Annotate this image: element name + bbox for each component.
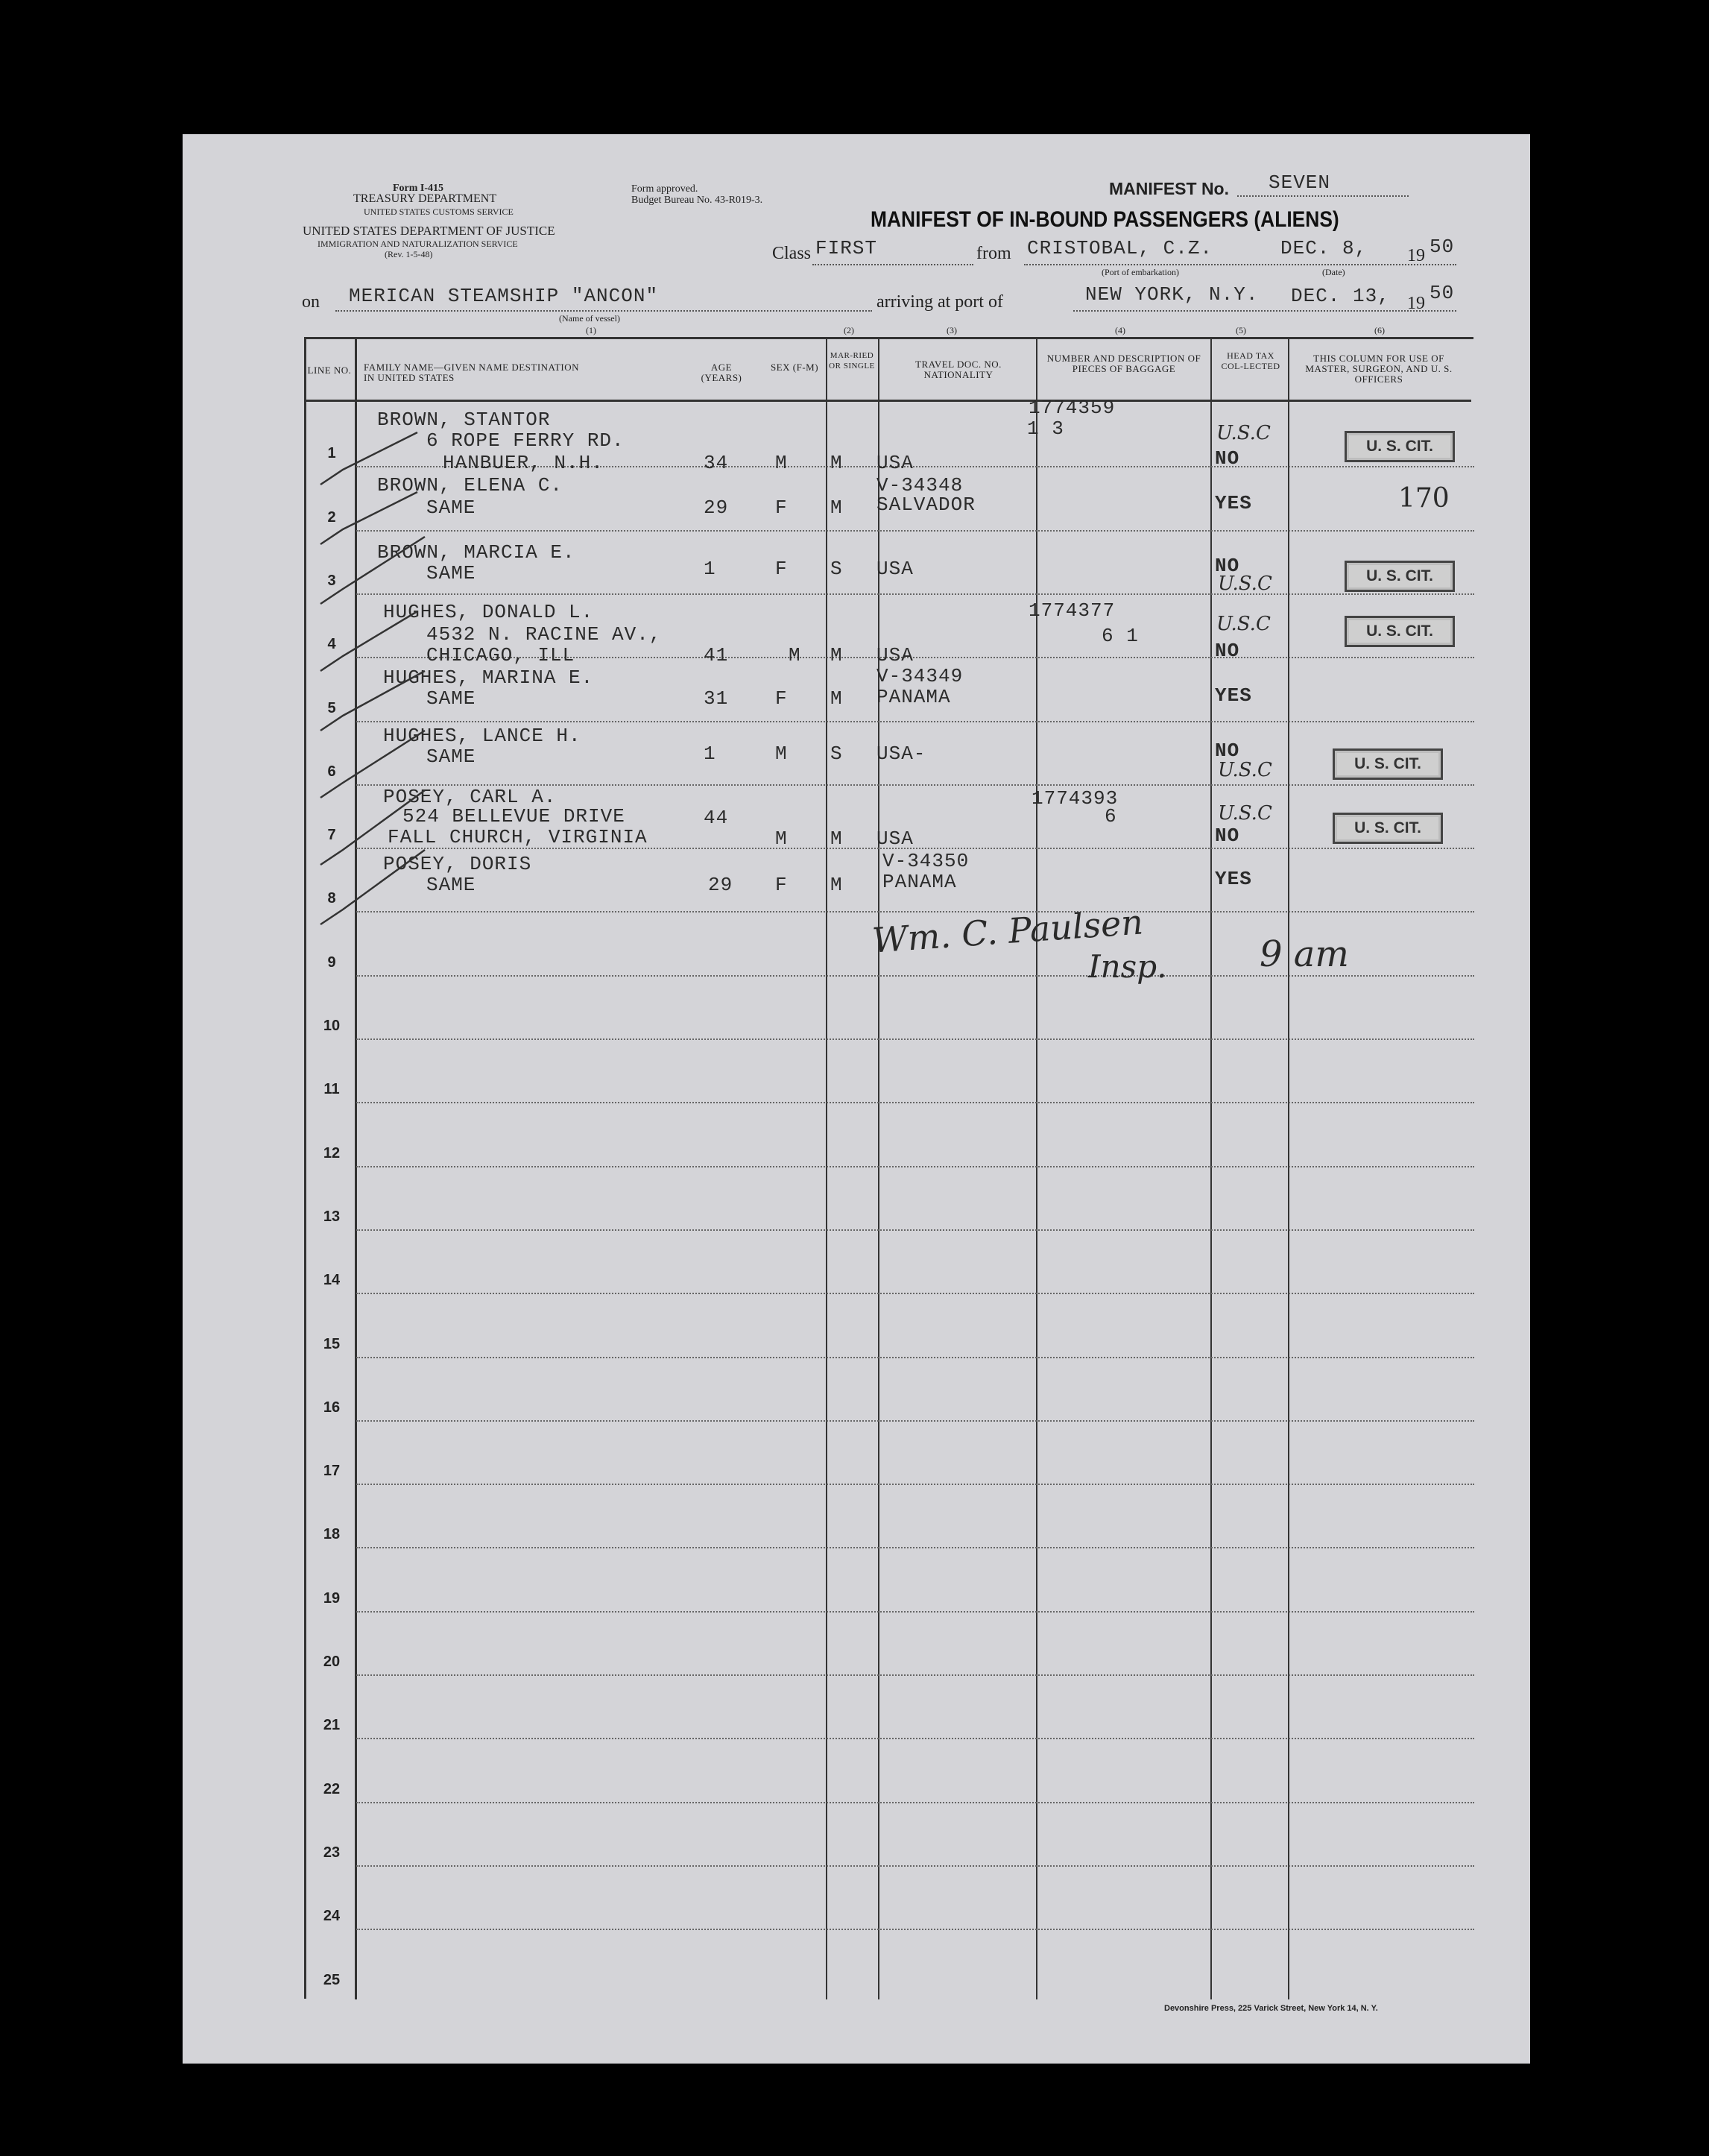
column-divider — [826, 337, 827, 1999]
line-number: 9 — [327, 954, 336, 971]
check-marks — [313, 417, 552, 939]
column-number-5: (5) — [1236, 325, 1246, 335]
passenger-address: SAME — [426, 746, 476, 768]
manifest-no-underline — [1237, 195, 1409, 197]
date-caption: (Date) — [1322, 267, 1345, 277]
year-prefix: 19 — [1407, 246, 1425, 265]
budget-bureau: Budget Bureau No. 43-R019-3. — [631, 195, 763, 206]
col-header-name: FAMILY NAME—GIVEN NAME DESTINATION IN UNITED STATES — [364, 362, 580, 383]
year-prefix-2: 19 — [1407, 294, 1425, 313]
line-number: 1 — [327, 445, 336, 461]
check-mark — [320, 671, 425, 731]
check-mark — [320, 850, 425, 924]
baggage-description: 6 1 — [1102, 625, 1139, 647]
head-tax-note: U.S.C — [1216, 613, 1271, 635]
passenger-sex: F — [775, 687, 788, 710]
col-header-age: AGE (YEARS) — [701, 362, 742, 383]
passenger-sex: M — [775, 452, 788, 474]
page-title: MANIFEST OF IN-BOUND PASSENGERS (ALIENS) — [871, 207, 1339, 232]
customs-service: UNITED STATES CUSTOMS SERVICE — [364, 207, 514, 217]
line-number: 19 — [323, 1590, 341, 1607]
form-number: Form I-415 — [393, 183, 444, 194]
arriving-underline — [1073, 310, 1456, 312]
passenger-address: 6 ROPE FERRY RD. — [426, 429, 625, 452]
column-divider — [1288, 337, 1289, 1999]
passenger-marital: S — [830, 743, 843, 765]
inspector-title: Insp. — [1088, 948, 1167, 985]
vessel-caption: (Name of vessel) — [559, 313, 620, 324]
passenger-sex: F — [775, 497, 788, 519]
treasury-department: TREASURY DEPARTMENT — [353, 192, 497, 205]
row-rule — [356, 1738, 1474, 1739]
baggage-number: 1774377 — [1029, 599, 1116, 622]
line-number: 7 — [327, 827, 336, 843]
line-number: 3 — [327, 573, 336, 589]
passenger-address: SAME — [426, 562, 476, 584]
line-number: 24 — [323, 1908, 341, 1924]
row-rule — [356, 1102, 1474, 1103]
line-number: 25 — [323, 1972, 341, 1988]
passenger-sex: M — [775, 743, 788, 765]
table-top-rule — [304, 337, 1471, 339]
row-rule — [356, 1547, 1474, 1548]
passenger-age: 44 — [704, 807, 729, 829]
col-header-baggage: NUMBER AND DESCRIPTION OF PIECES OF BAGGAGE — [1046, 353, 1201, 374]
passenger-address: SAME — [426, 687, 476, 710]
head-tax: YES — [1215, 684, 1252, 707]
table-header-rule — [304, 400, 1471, 402]
col-header-officers: THIS COLUMN FOR USE OF MASTER, SURGEON, AND U. S. OFFICERS — [1305, 353, 1453, 385]
line-number: 10 — [323, 1018, 341, 1034]
on-label: on — [302, 292, 320, 312]
from-underline — [1024, 264, 1456, 265]
printer-footer: Devonshire Press, 225 Varick Street, New York 14, N. Y. — [1164, 2004, 1378, 2013]
head-tax-note: U.S.C — [1218, 802, 1272, 825]
row-rule — [356, 1293, 1474, 1294]
check-mark — [320, 611, 417, 671]
class-label: Class — [772, 244, 812, 263]
vessel-name: MERICAN STEAMSHIP "ANCON" — [349, 285, 659, 307]
passenger-age: 29 — [708, 874, 733, 896]
passenger-nationality: USA — [876, 452, 914, 474]
head-tax: YES — [1215, 492, 1252, 514]
travel-doc-number: V-34350 — [882, 850, 970, 872]
column-divider — [1210, 337, 1212, 1999]
baggage-number: 1774393 — [1032, 787, 1119, 810]
row-rule — [356, 1229, 1474, 1231]
passenger-address: 524 BELLEVUE DRIVE — [402, 805, 625, 828]
passenger-nationality: SALVADOR — [876, 494, 976, 516]
from-label: from — [976, 244, 1011, 263]
passenger-age: 31 — [704, 687, 729, 710]
column-number-4: (4) — [1115, 325, 1125, 335]
line-number: 6 — [327, 763, 336, 780]
row-rule — [356, 1484, 1474, 1485]
passenger-age: 29 — [704, 497, 729, 519]
passenger-nationality: PANAMA — [882, 871, 957, 893]
passenger-name: BROWN, MARCIA E. — [377, 541, 575, 564]
passenger-marital: M — [830, 828, 843, 850]
ins-service: IMMIGRATION AND NATURALIZATION SERVICE — [318, 239, 518, 249]
passenger-nationality: PANAMA — [876, 686, 951, 708]
passenger-name: HUGHES, DONALD L. — [383, 601, 594, 623]
line-number: 15 — [323, 1336, 341, 1352]
baggage-description: 1 3 — [1027, 417, 1064, 440]
us-citizen-stamp: U. S. CIT. — [1333, 813, 1443, 844]
column-divider — [878, 337, 879, 1999]
passenger-nationality: USA- — [876, 743, 926, 765]
passenger-address: 4532 N. RACINE AV., — [426, 623, 662, 646]
line-number: 11 — [323, 1081, 340, 1097]
passenger-nationality: USA — [876, 558, 914, 580]
head-tax-note: U.S.C — [1218, 759, 1272, 781]
passenger-sex: F — [775, 874, 788, 896]
head-tax: NO — [1215, 640, 1240, 662]
line-number: 17 — [323, 1463, 341, 1479]
officer-note: 170 — [1398, 483, 1450, 514]
row-rule — [356, 1357, 1474, 1358]
line-number: 8 — [327, 890, 336, 907]
class-value: FIRST — [815, 237, 878, 259]
passenger-address: SAME — [426, 874, 476, 896]
inspector-signature: Wm. C. Paulsen — [871, 901, 1145, 961]
line-number: 21 — [323, 1717, 341, 1733]
line-number: 5 — [327, 700, 336, 716]
arriving-label: arriving at port of — [876, 292, 1003, 312]
passenger-name: POSEY, CARL A. — [383, 786, 557, 808]
passenger-age: 1 — [704, 743, 716, 765]
row-rule — [356, 1674, 1474, 1676]
passenger-name: BROWN, STANTOR — [377, 409, 551, 431]
col-header-sex: SEX (F-M) — [770, 362, 819, 373]
passenger-marital: M — [830, 687, 843, 710]
column-divider — [1036, 337, 1037, 1999]
baggage-number: 1774359 — [1029, 397, 1116, 419]
column-number-6: (6) — [1374, 325, 1385, 335]
justice-department: UNITED STATES DEPARTMENT OF JUSTICE — [303, 224, 555, 238]
check-mark — [320, 537, 425, 604]
column-number-2: (2) — [844, 325, 854, 335]
col-header-line: LINE NO. — [307, 365, 352, 376]
col-header-head-tax: HEAD TAX COL-LECTED — [1221, 350, 1280, 371]
line-number: 14 — [323, 1272, 341, 1288]
row-rule — [356, 1420, 1474, 1422]
row-rule — [356, 1929, 1474, 1930]
passenger-nationality: USA — [876, 644, 914, 666]
check-mark — [320, 731, 425, 798]
passenger-age: 1 — [704, 558, 716, 580]
head-tax: NO — [1215, 825, 1240, 847]
head-tax-note: U.S.C — [1218, 573, 1272, 595]
col-header-married: MAR-RIED OR SINGLE — [829, 351, 875, 371]
row-rule — [356, 1802, 1474, 1803]
line-number: 16 — [323, 1399, 341, 1416]
head-tax-note: U.S.C — [1216, 422, 1271, 444]
us-citizen-stamp: U. S. CIT. — [1345, 616, 1455, 647]
passenger-age: 41 — [704, 644, 729, 666]
line-number: 2 — [327, 509, 336, 526]
passenger-marital: M — [830, 874, 843, 896]
port-of-embarkation: CRISTOBAL, C.Z. — [1027, 237, 1213, 259]
passenger-address: CHICAGO, ILL — [426, 644, 575, 666]
check-mark — [320, 432, 417, 485]
passenger-address: HANBUER, N.H. — [443, 452, 604, 474]
head-tax: NO — [1215, 555, 1240, 577]
travel-doc-number: V-34348 — [876, 474, 964, 497]
class-underline — [812, 264, 973, 265]
line-number: 23 — [323, 1844, 341, 1861]
passenger-sex: M — [789, 644, 801, 666]
line-number: 12 — [323, 1145, 341, 1161]
passenger-marital: M — [830, 644, 843, 666]
passenger-nationality: USA — [876, 828, 914, 850]
passenger-address: FALL CHURCH, VIRGINIA — [388, 826, 648, 848]
check-mark — [320, 790, 425, 865]
passenger-name: BROWN, ELENA C. — [377, 474, 563, 497]
passenger-address: SAME — [426, 497, 476, 519]
travel-doc-number: V-34349 — [876, 665, 964, 687]
arriving-date: DEC. 13, — [1291, 285, 1390, 307]
baggage-description: 6 — [1105, 805, 1117, 828]
line-number: 4 — [327, 636, 336, 652]
row-rule — [356, 1865, 1474, 1867]
line-number: 18 — [323, 1526, 341, 1542]
passenger-marital: M — [830, 452, 843, 474]
head-tax: YES — [1215, 868, 1252, 890]
col-header-travel-doc: TRAVEL DOC. NO. NATIONALITY — [915, 359, 1002, 380]
port-embarkation-caption: (Port of embarkation) — [1102, 267, 1179, 277]
manifest-no-label: MANIFEST No. — [1109, 179, 1229, 198]
passenger-name: POSEY, DORIS — [383, 853, 532, 875]
line-number: 20 — [323, 1654, 341, 1670]
form-approved: Form approved. — [631, 183, 698, 195]
vessel-caption-number: (1) — [586, 325, 596, 335]
line-number: 22 — [323, 1781, 341, 1797]
arriving-port: NEW YORK, N.Y. — [1085, 283, 1259, 306]
passenger-age: 34 — [704, 452, 729, 474]
check-mark — [320, 492, 417, 544]
us-citizen-stamp: U. S. CIT. — [1345, 561, 1455, 592]
embarkation-date: DEC. 8, — [1280, 237, 1368, 259]
head-tax: NO — [1215, 740, 1240, 762]
head-tax: NO — [1215, 447, 1240, 470]
row-rule — [356, 975, 1474, 977]
row-rule — [356, 1611, 1474, 1613]
us-citizen-stamp: U. S. CIT. — [1333, 748, 1443, 780]
revision-date: (Rev. 1-5-48) — [385, 249, 433, 259]
passenger-sex: M — [775, 828, 788, 850]
inspection-time: 9 am — [1260, 933, 1349, 975]
arriving-year: 50 — [1430, 282, 1455, 304]
column-number-3: (3) — [947, 325, 957, 335]
passenger-name: HUGHES, LANCE H. — [383, 725, 581, 747]
passenger-marital: M — [830, 497, 843, 519]
passenger-sex: F — [775, 558, 788, 580]
row-rule — [356, 1038, 1474, 1040]
vessel-underline — [335, 310, 872, 312]
passenger-name: HUGHES, MARINA E. — [383, 666, 594, 689]
passenger-marital: S — [830, 558, 843, 580]
us-citizen-stamp: U. S. CIT. — [1345, 431, 1455, 462]
embarkation-year: 50 — [1430, 236, 1455, 258]
row-rule — [356, 1166, 1474, 1167]
manifest-number: SEVEN — [1269, 171, 1331, 194]
line-number: 13 — [323, 1208, 341, 1225]
